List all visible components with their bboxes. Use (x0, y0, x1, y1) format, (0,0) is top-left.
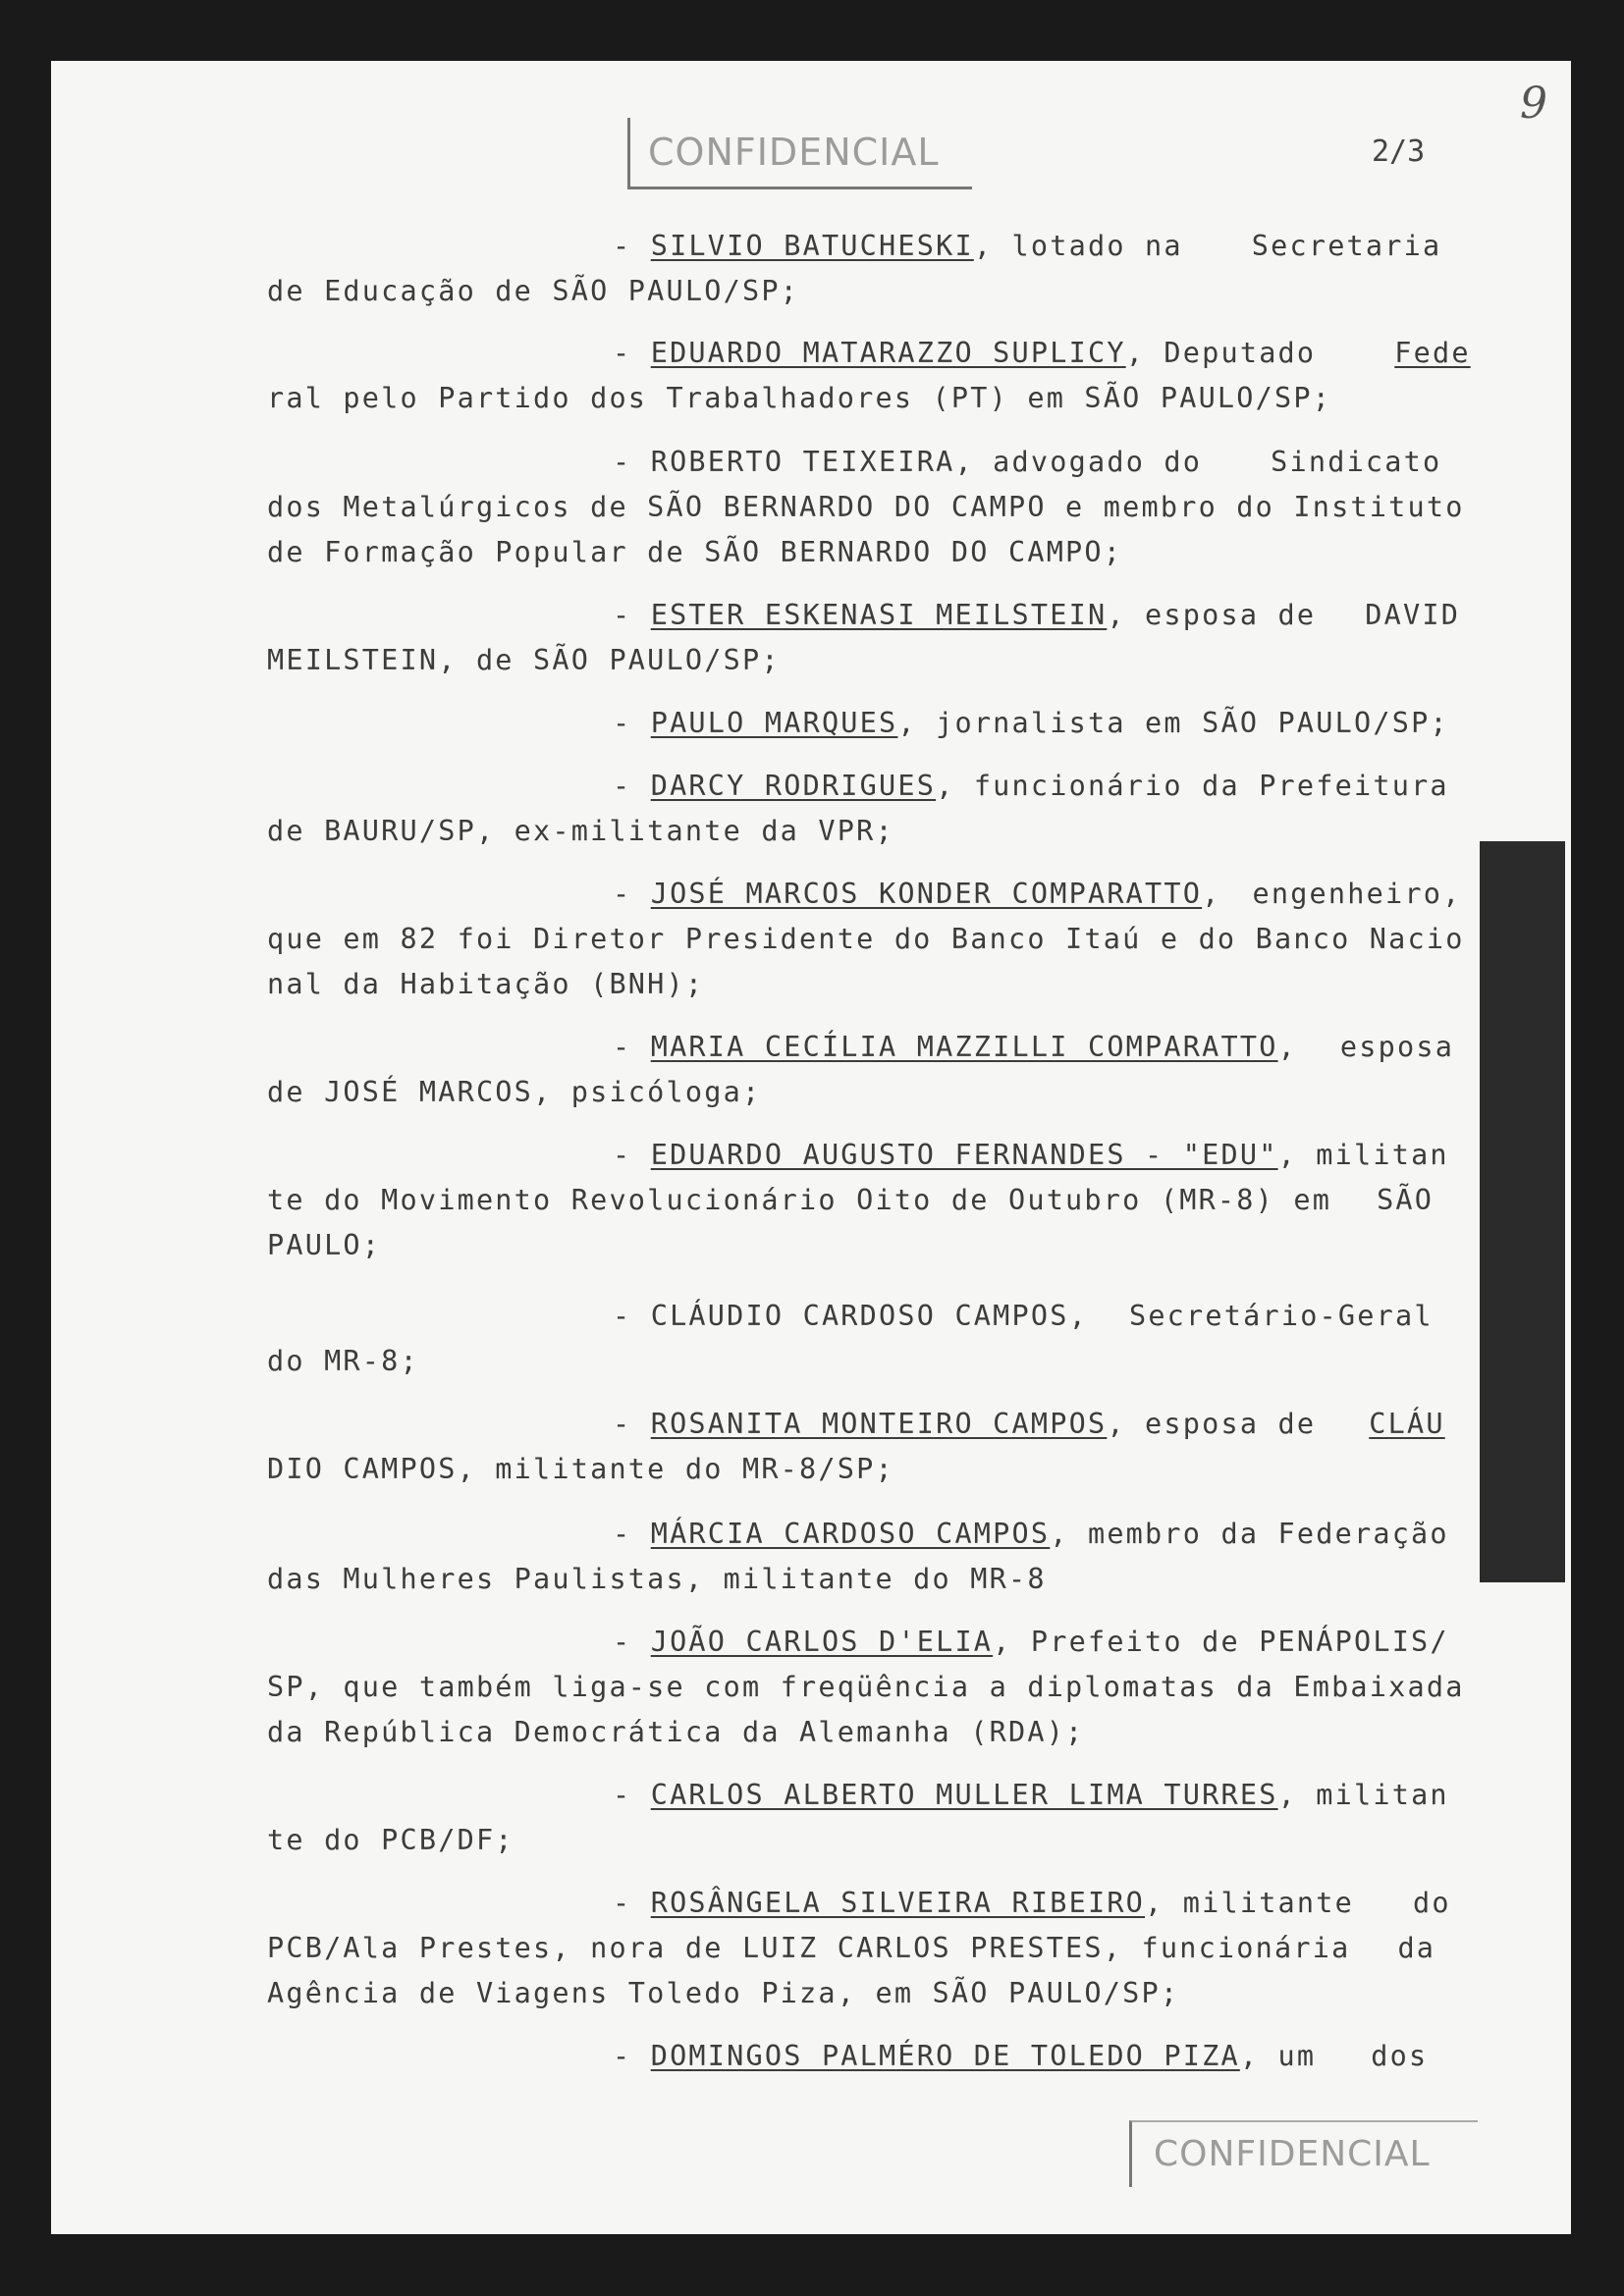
entry-line: MEILSTEIN, de SÃO PAULO/SP; (267, 644, 781, 676)
entry-line: de JOSÉ MARCOS, psicóloga; (267, 1076, 762, 1108)
entry-name: DOMINGOS PALMÉRO DE TOLEDO PIZA (650, 2040, 1240, 2072)
entry-line: PCB/Ala Prestes, nora de LUIZ CARLOS PRESTES, funcionária da (267, 1932, 1436, 1964)
entry-line: das Mulheres Paulistas, militante do MR-8 (267, 1563, 1047, 1595)
entry-line: - PAULO MARQUES, jornalista em SÃO PAULO/SP; (613, 707, 1449, 739)
document-body (51, 61, 1571, 2234)
entry-name: EDUARDO MATARAZZO SUPLICY (650, 337, 1126, 369)
entry-line: - ROSÂNGELA SILVEIRA RIBEIRO, militante do (613, 1887, 1451, 1919)
entry-line: te do PCB/DF; (267, 1824, 514, 1856)
entry-name: ROSÂNGELA SILVEIRA RIBEIRO (650, 1887, 1146, 1919)
entry-line: de Formação Popular de SÃO BERNARDO DO CAMPO; (267, 536, 1123, 568)
entry-name: CLÁUDIO CARDOSO CAMPOS (650, 1300, 1069, 1332)
entry-line: - MARIA CECÍLIA MAZZILLI COMPARATTO, esposa (613, 1031, 1455, 1063)
entry-name: ESTER ESKENASI MEILSTEIN (650, 599, 1108, 631)
page-number: 2/3 (1372, 134, 1426, 169)
entry-line: que em 82 foi Diretor Presidente do Banco Itaú e do Banco Nacio (267, 923, 1465, 955)
entry-name: CARLOS ALBERTO MULLER LIMA TURRES (650, 1779, 1278, 1811)
handwritten-page-number: 9 (1520, 79, 1547, 129)
entry-line: - CLÁUDIO CARDOSO CAMPOS, Secretário-Geral (613, 1300, 1434, 1332)
entry-name: MÁRCIA CARDOSO CAMPOS (650, 1518, 1051, 1550)
entry-line: de Educação de SÃO PAULO/SP; (267, 275, 800, 307)
entry-line: nal da Habitação (BNH); (267, 968, 705, 1000)
document-page (51, 61, 1571, 2234)
entry-name: ROSANITA MONTEIRO CAMPOS (650, 1408, 1108, 1440)
entry-name: EDUARDO AUGUSTO FERNANDES - "EDU" (650, 1139, 1278, 1171)
entry-line: da República Democrática da Alemanha (RDA); (267, 1716, 1085, 1748)
entry-line: - CARLOS ALBERTO MULLER LIMA TURRES, militan (613, 1779, 1449, 1811)
entry-line: - JOÃO CARLOS D'ELIA, Prefeito de PENÁPOLIS/ (613, 1626, 1449, 1658)
entry-line: - ROBERTO TEIXEIRA, advogado do Sindicato (613, 446, 1442, 478)
entry-line: te do Movimento Revolucionário Oito de Outubro (MR-8) em SÃO (267, 1184, 1435, 1216)
entry-name: JOÃO CARLOS D'ELIA (650, 1626, 994, 1658)
entry-line: DIO CAMPOS, militante do MR-8/SP; (267, 1453, 894, 1485)
entry-line: - EDUARDO MATARAZZO SUPLICY, Deputado Fede (613, 337, 1471, 369)
entry-line: ral pelo Partido dos Trabalhadores (PT) em SÃO PAULO/SP; (267, 382, 1332, 414)
entry-line: - SILVIO BATUCHESKI, lotado na Secretaria (613, 230, 1442, 262)
entry-line: dos Metalúrgicos de SÃO BERNARDO DO CAMPO e membro do Instituto (267, 491, 1465, 523)
entry-line: - ESTER ESKENASI MEILSTEIN, esposa de DAVID (613, 599, 1461, 631)
confidential-stamp-top: CONFIDENCIAL (627, 118, 972, 189)
entry-line: SP, que também liga-se com freqüência a diplomatas da Embaixada (267, 1671, 1465, 1703)
entry-line: - DOMINGOS PALMÉRO DE TOLEDO PIZA, um dos (613, 2040, 1429, 2072)
entry-line: do MR-8; (267, 1345, 419, 1377)
entry-line: - ROSANITA MONTEIRO CAMPOS, esposa de CLÁU (613, 1408, 1445, 1440)
confidential-stamp-bottom: CONFIDENCIAL (1129, 2120, 1478, 2187)
entry-line: PAULO; (267, 1229, 382, 1261)
entry-name: PAULO MARQUES (650, 707, 898, 739)
entry-name: JOSÉ MARCOS KONDER COMPARATTO (650, 878, 1203, 910)
entry-name: MARIA CECÍLIA MAZZILLI COMPARATTO (650, 1031, 1278, 1063)
entry-line: Agência de Viagens Toledo Piza, em SÃO PAULO/SP; (267, 1977, 1180, 2009)
entry-name: SILVIO BATUCHESKI (650, 230, 974, 262)
entry-line: - DARCY RODRIGUES, funcionário da Prefeitura (613, 770, 1449, 802)
entry-line: de BAURU/SP, ex-militante da VPR; (267, 815, 894, 847)
entry-name: ROBERTO TEIXEIRA (650, 446, 955, 478)
entry-line: - EDUARDO AUGUSTO FERNANDES - "EDU", militan (613, 1139, 1449, 1171)
entry-name: DARCY RODRIGUES (650, 770, 937, 802)
entry-line: - MÁRCIA CARDOSO CAMPOS, membro da Federação (613, 1518, 1449, 1550)
entry-line: - JOSÉ MARCOS KONDER COMPARATTO, engenheiro, (613, 878, 1462, 910)
